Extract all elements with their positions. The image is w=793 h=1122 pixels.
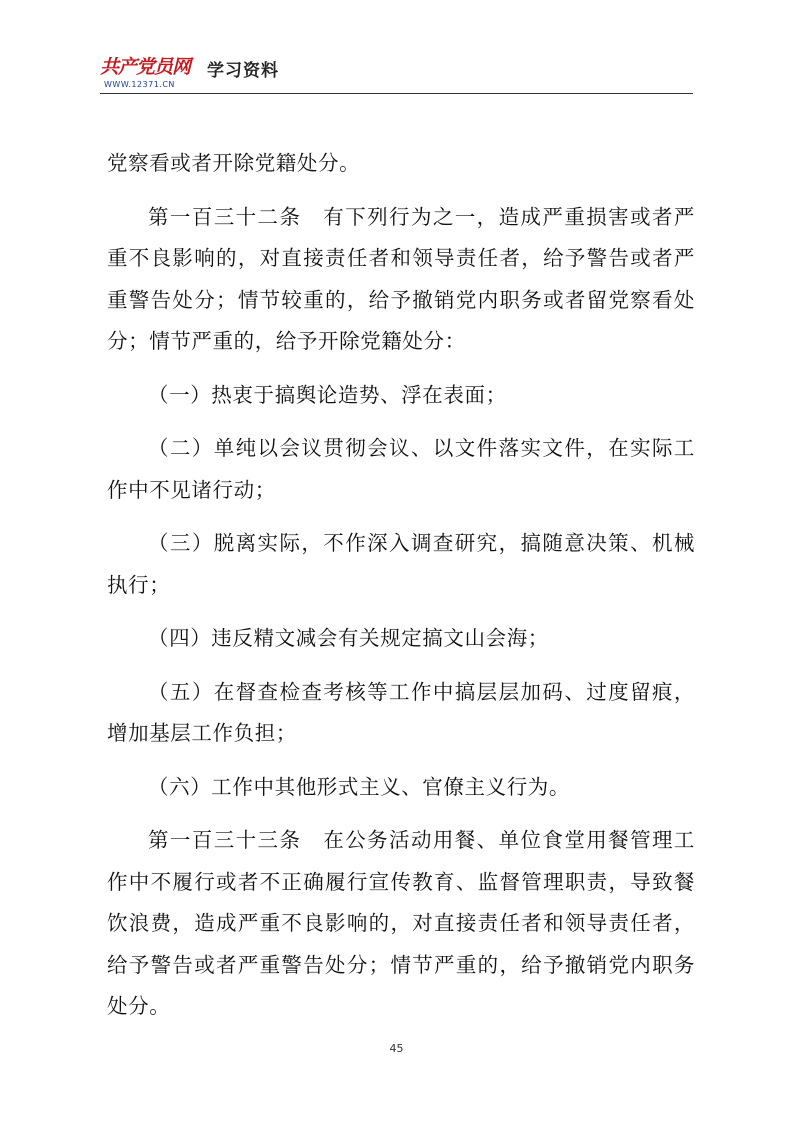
article-132: 第一百三十二条 有下列行为之一，造成严重损害或者严重不良影响的，对直接责任者和领导责任者，给予警告或者严重警告处分；情节较重的，给予撤销党内职务或者留党察看处分；情节严重的，给予开除党籍处分： <box>107 204 695 353</box>
list-item-4: （四）违反精文减会有关规定搞文山会海； <box>148 626 549 650</box>
header-divider <box>100 93 693 94</box>
page-header <box>100 52 693 94</box>
article-133: 第一百三十三条 在公务活动用餐、单位食堂用餐管理工作中不履行或者不正确履行宣传教育、监督管理职责，导致餐饮浪费，造成严重不良影响的，对直接责任者和领导责任者，给予警告或者严重警告处分；情节严重的，给予撤销党内职务处分。 <box>107 828 695 1018</box>
list-item-5: （五）在督查检查考核等工作中搞层层加码、过度留痕，增加基层工作负担； <box>107 679 695 745</box>
document-body <box>107 143 695 1028</box>
logo-text: 共产党员网 <box>100 56 191 78</box>
logo-url: WWW.12371.CN <box>104 80 175 89</box>
list-item-2: （二）单纯以会议贯彻会议、以文件落实文件，在实际工作中不见诸行动； <box>107 436 695 502</box>
paragraph: 党察看或者开除党籍处分。 <box>107 151 361 175</box>
list-item-3: （三）脱离实际，不作深入调查研究，搞随意决策、机械执行； <box>107 531 695 597</box>
page-number: 45 <box>389 1042 404 1055</box>
list-item-1: （一）热衷于搞舆论造势、浮在表面； <box>148 382 507 407</box>
list-item-6: （六）工作中其他形式主义、官僚主义行为。 <box>148 774 570 799</box>
section-label: 学习资料 <box>207 61 279 81</box>
site-logo[interactable] <box>100 56 200 92</box>
